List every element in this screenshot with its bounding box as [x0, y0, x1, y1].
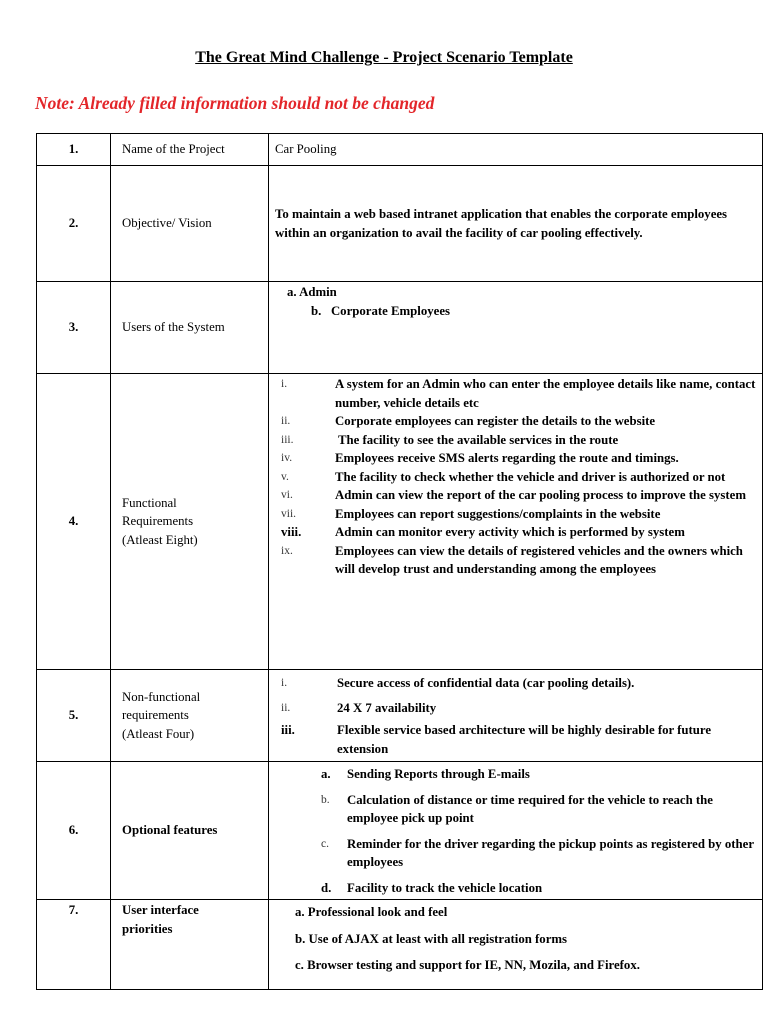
- document-title: The Great Mind Challenge - Project Scenario Template: [195, 49, 573, 66]
- row-value: Car Pooling: [269, 134, 763, 166]
- row-number: 7.: [37, 900, 111, 990]
- list-item: a. Professional look and feel: [295, 905, 448, 919]
- row-label: Name of the Project: [111, 134, 269, 166]
- table-row: [37, 282, 763, 374]
- list-item: b. Use of AJAX at least with all registration forms: [295, 931, 568, 946]
- row-value: To maintain a web based intranet application that enables the corporate employees within an organization to avail the facility of car pooling effectively.: [269, 166, 763, 282]
- list-item: a. Admin: [287, 285, 337, 299]
- row-label: User interface priorities: [111, 900, 269, 990]
- row-label: Functional Requirements (Atleast Eight): [111, 374, 269, 670]
- list-item: a. Sending Reports through E-mails: [321, 767, 530, 781]
- list-item: viii. Admin can monitor every activity which is performed by system: [281, 525, 685, 539]
- list-item: ii. 24 X 7 availability: [281, 700, 437, 715]
- note-text: Note: Already filled information should not be changed: [35, 93, 435, 113]
- row-number: 1.: [37, 134, 111, 166]
- row-label: Optional features: [111, 762, 269, 900]
- list-item: d. Facility to track the vehicle location: [321, 880, 543, 895]
- table-row: [37, 762, 763, 900]
- users-list: [269, 282, 763, 374]
- list-item: iii. The facility to see the available services in the route: [281, 432, 619, 447]
- table-row: [37, 134, 763, 166]
- list-item: c. Browser testing and support for IE, NN, Mozila, and Firefox.: [295, 958, 640, 972]
- optional-features-list: [269, 762, 763, 900]
- scenario-table: [36, 133, 763, 990]
- table-row: [37, 374, 763, 670]
- list-item: vii. Employees can report suggestions/complaints in the website: [281, 506, 661, 521]
- list-item: iii. Flexible service based architecture will be highly desirable for future extension: [281, 723, 712, 756]
- list-item: b. Calculation of distance or time required for the vehicle to reach the employee pick up point: [321, 792, 713, 825]
- list-item: i. A system for an Admin who can enter the employee details like name, contact number, vehicle details etc: [281, 377, 756, 410]
- row-label: Users of the System: [111, 282, 269, 374]
- list-item: iv. Employees receive SMS alerts regarding the route and timings.: [281, 451, 679, 465]
- functional-requirements-list: [269, 374, 763, 670]
- row-number: 4.: [37, 374, 111, 670]
- ui-priorities-list: [269, 900, 763, 990]
- list-item: vi. Admin can view the report of the car pooling process to improve the system: [281, 488, 746, 502]
- list-item: b. Corporate Employees: [311, 303, 450, 318]
- row-number: 5.: [37, 670, 111, 762]
- row-label: Non-functional requirements (Atleast Four): [111, 670, 269, 762]
- table-row: [37, 166, 763, 282]
- row-number: 6.: [37, 762, 111, 900]
- list-item: ix. Employees can view the details of registered vehicles and the owners which will develop trust and understanding among the employees: [281, 543, 743, 576]
- table-row: [37, 670, 763, 762]
- list-item: ii. Corporate employees can register the details to the website: [281, 414, 656, 428]
- list-item: c. Reminder for the driver regarding the pickup points as registered by other employees: [321, 836, 754, 869]
- row-number: 3.: [37, 282, 111, 374]
- row-label: Objective/ Vision: [111, 166, 269, 282]
- non-functional-requirements-list: [269, 670, 763, 762]
- list-item: v. The facility to check whether the vehicle and driver is authorized or not: [281, 469, 726, 484]
- row-number: 2.: [37, 166, 111, 282]
- table-row: [37, 900, 763, 990]
- list-item: i. Secure access of confidential data (car pooling details).: [281, 676, 635, 690]
